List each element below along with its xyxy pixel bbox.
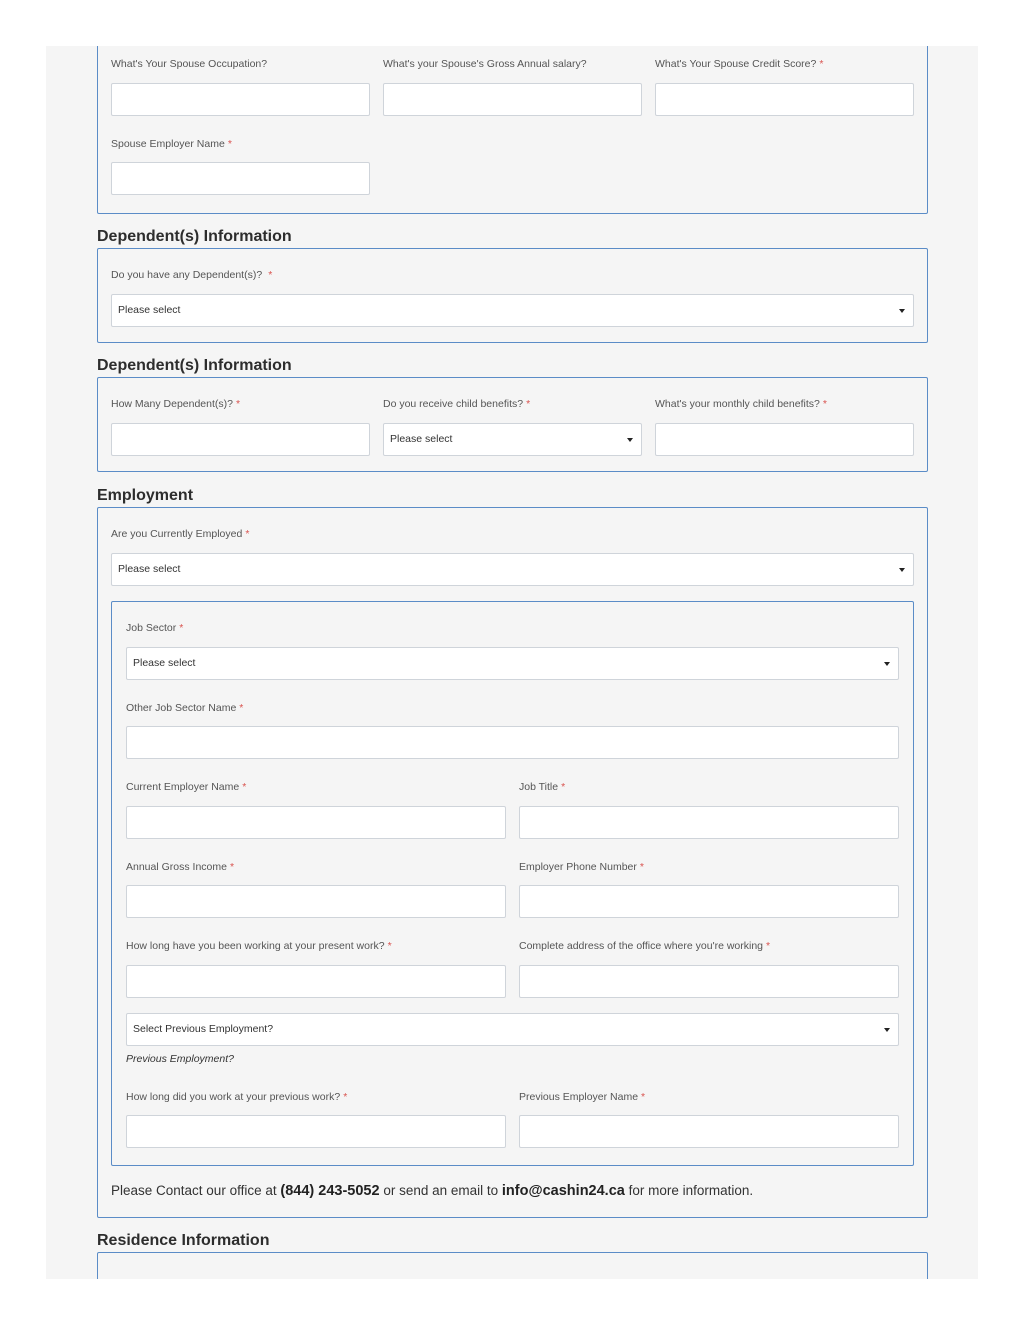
employment-details-box [111, 601, 914, 1166]
required-mark: * [239, 702, 244, 714]
spouse-salary-input[interactable] [383, 83, 642, 116]
other-job-sector-label: Other Job Sector Name * [126, 702, 244, 714]
current-employer-label: Current Employer Name * [126, 781, 247, 793]
required-mark: * [766, 940, 771, 952]
dependents-box-1 [97, 248, 928, 343]
spouse-occupation-label: What's Your Spouse Occupation? [111, 58, 268, 70]
spouse-info-box [97, 46, 928, 214]
required-mark: * [268, 269, 273, 281]
required-mark: * [561, 781, 566, 793]
required-mark: * [639, 861, 644, 873]
employer-phone-input[interactable] [519, 885, 899, 918]
required-mark: * [343, 1091, 348, 1103]
other-job-sector-input[interactable] [126, 726, 899, 759]
required-mark: * [242, 781, 247, 793]
required-mark: * [387, 940, 392, 952]
contact-phone: (844) 243-5052 [280, 1183, 380, 1199]
dependents-box-2 [97, 377, 928, 472]
prev-employer-label: Previous Employer Name * [519, 1091, 646, 1103]
required-mark: * [179, 622, 184, 634]
employment-box [97, 507, 928, 1218]
how-many-dependents-input[interactable] [111, 423, 370, 456]
job-sector-label: Job Sector * [126, 622, 184, 634]
chevron-down-icon [899, 568, 905, 572]
job-title-label: Job Title * [519, 781, 566, 793]
dependents-heading-1: Dependent(s) Information [97, 228, 292, 245]
monthly-child-benefits-label: What's your monthly child benefits? * [655, 398, 827, 410]
office-address-label: Complete address of the office where you're working * [519, 940, 771, 952]
chevron-down-icon [884, 662, 890, 666]
child-benefits-select[interactable]: Please select [383, 423, 642, 456]
previous-employment-heading: Previous Employment? [126, 1053, 234, 1065]
monthly-child-benefits-input[interactable] [655, 423, 914, 456]
employment-heading: Employment [97, 487, 194, 504]
how-long-present-label: How long have you been working at your present work? * [126, 940, 392, 952]
previous-employment-select[interactable]: Select Previous Employment? [126, 1013, 899, 1046]
chevron-down-icon [627, 438, 633, 442]
required-mark: * [235, 398, 241, 410]
prev-employer-input[interactable] [519, 1115, 899, 1148]
spouse-occupation-input[interactable] [111, 83, 370, 116]
required-mark: * [822, 398, 827, 410]
currently-employed-select[interactable]: Please select [111, 553, 914, 586]
have-dependents-select[interactable]: Please select [111, 294, 914, 327]
spouse-employer-input[interactable] [111, 162, 370, 195]
prev-how-long-input[interactable] [126, 1115, 506, 1148]
required-mark: * [819, 58, 824, 70]
how-long-present-input[interactable] [126, 965, 506, 998]
have-dependents-label: Do you have any Dependent(s)? * [111, 269, 273, 281]
spouse-employer-label: Spouse Employer Name * [111, 138, 232, 150]
required-mark: * [227, 138, 232, 150]
form-page [46, 46, 978, 1279]
residence-box [97, 1252, 928, 1279]
chevron-down-icon [899, 309, 905, 313]
required-mark: * [245, 528, 250, 540]
office-address-input[interactable] [519, 965, 899, 998]
contact-email: info@cashin24.ca [501, 1183, 625, 1199]
required-mark: * [526, 398, 531, 410]
current-employer-input[interactable] [126, 806, 506, 839]
chevron-down-icon [884, 1028, 890, 1032]
annual-income-label: Annual Gross Income * [126, 861, 235, 873]
spouse-credit-input[interactable] [655, 83, 914, 116]
dependents-heading-2: Dependent(s) Information [97, 357, 292, 374]
spouse-credit-label: What's Your Spouse Credit Score? * [655, 58, 824, 70]
job-sector-select[interactable]: Please select [126, 647, 899, 680]
required-mark: * [641, 1091, 646, 1103]
required-mark: * [229, 861, 235, 873]
contact-info-text: Please Contact our office at (844) 243-5052 or send an email to info@cashin24.ca for more information. [111, 1183, 754, 1199]
child-benefits-label: Do you receive child benefits? * [383, 398, 531, 410]
currently-employed-label: Are you Currently Employed * [111, 528, 250, 540]
employer-phone-label: Employer Phone Number * [519, 861, 644, 873]
spouse-salary-label: What's your Spouse's Gross Annual salary? [383, 58, 587, 70]
prev-how-long-label: How long did you work at your previous work? * [126, 1091, 348, 1103]
annual-income-input[interactable] [126, 885, 506, 918]
how-many-dependents-label: How Many Dependent(s)? * [111, 398, 241, 410]
residence-heading: Residence Information [97, 1232, 270, 1249]
job-title-input[interactable] [519, 806, 899, 839]
